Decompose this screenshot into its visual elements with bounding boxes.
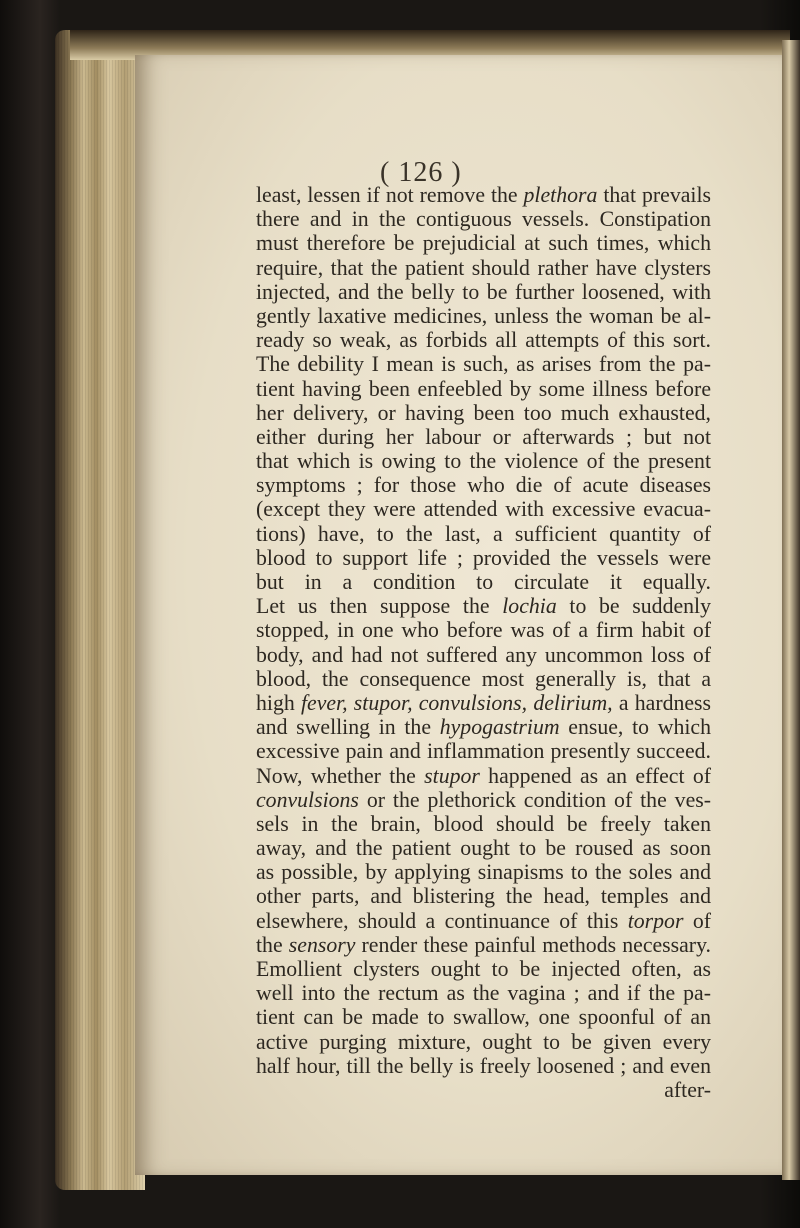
text-run: a hardness bbox=[612, 690, 712, 715]
text-line bbox=[256, 1005, 711, 1029]
text-line bbox=[256, 788, 711, 812]
text-line bbox=[256, 497, 711, 521]
text-run: after- bbox=[664, 1077, 711, 1102]
text-run: The debility I mean is such, as arises from the pa- bbox=[256, 352, 711, 377]
text-run: Emollient clysters ought to be injected often, as bbox=[256, 957, 711, 981]
text-run: that which is owing to the violence of the present bbox=[256, 449, 711, 474]
text-line bbox=[256, 812, 711, 836]
italic-text: torpor bbox=[627, 908, 684, 933]
text-line bbox=[256, 691, 711, 715]
text-line bbox=[256, 981, 711, 1005]
text-line bbox=[256, 933, 711, 957]
text-line bbox=[256, 764, 711, 788]
text-run: excessive pain and inflammation presently succeed. bbox=[256, 739, 711, 764]
text-run: tient having been enfeebled by some illness before bbox=[256, 376, 711, 401]
text-run: well into the rectum as the vagina ; and if the pa- bbox=[256, 981, 711, 1006]
text-line bbox=[256, 836, 711, 860]
text-run: ensue, to which bbox=[559, 715, 712, 740]
page-number: ( 126 ) bbox=[380, 157, 462, 188]
text-run: other parts, and blistering the head, temples and bbox=[256, 884, 711, 909]
text-run: active purging mixture, ought to be given every bbox=[256, 1029, 711, 1054]
text-run: or the plethorick condition of the ves- bbox=[358, 787, 711, 812]
text-line bbox=[256, 352, 711, 376]
text-run: either during her labour or afterwards ; but not bbox=[256, 424, 711, 449]
text-run: ready so weak, as forbids all attempts of this sort. bbox=[256, 328, 711, 353]
body-text bbox=[256, 183, 711, 1102]
text-run: must therefore be prejudicial at such times, which bbox=[256, 231, 711, 256]
text-line bbox=[256, 860, 711, 884]
text-run: stopped, in one who before was of a firm habit of bbox=[256, 618, 711, 643]
text-run: gently laxative medicines, unless the woman be al- bbox=[256, 303, 711, 328]
text-line bbox=[256, 377, 711, 401]
text-run: half hour, till the belly is freely loosened ; and even bbox=[256, 1053, 711, 1078]
text-run: to be suddenly bbox=[556, 594, 711, 619]
text-line bbox=[256, 739, 711, 763]
text-line bbox=[256, 570, 711, 594]
text-run: and swelling in the bbox=[256, 715, 440, 740]
text-run: tient can be made to swallow, one spoonful of an bbox=[256, 1005, 711, 1030]
text-line bbox=[256, 304, 711, 328]
text-line bbox=[256, 909, 711, 933]
text-run: that prevails bbox=[597, 183, 711, 207]
text-run: Let us then suppose the bbox=[256, 594, 503, 619]
text-line bbox=[256, 643, 711, 667]
text-line bbox=[256, 256, 711, 280]
text-run: body, and had not suffered any uncommon loss of bbox=[256, 642, 711, 667]
text-run: (except they were attended with excessive evacua- bbox=[256, 497, 711, 522]
text-line bbox=[256, 183, 711, 207]
text-line bbox=[256, 522, 711, 546]
text-run: away, and the patient ought to be roused as soon bbox=[256, 836, 711, 861]
text-line bbox=[256, 594, 711, 618]
book-right-edge bbox=[782, 40, 800, 1180]
text-run: require, that the patient should rather have clysters bbox=[256, 255, 711, 280]
text-line bbox=[256, 1030, 711, 1054]
book-page-edges bbox=[55, 30, 145, 1190]
italic-text: convulsions bbox=[256, 787, 359, 812]
text-line bbox=[256, 1054, 711, 1078]
text-line bbox=[256, 449, 711, 473]
italic-text: plethora bbox=[523, 183, 598, 207]
text-run: the bbox=[256, 932, 289, 957]
text-run: least, lessen if not remove the bbox=[256, 183, 524, 207]
text-line bbox=[256, 401, 711, 425]
text-run: render these painful methods necessary. bbox=[355, 932, 711, 957]
italic-text: lochia bbox=[502, 594, 557, 619]
text-line bbox=[256, 473, 711, 497]
text-line bbox=[256, 957, 711, 981]
text-run: injected, and the belly to be further loosened, with bbox=[256, 279, 711, 304]
text-line bbox=[256, 1078, 711, 1102]
text-line bbox=[256, 667, 711, 691]
text-run: blood to support life ; provided the vessels were bbox=[256, 545, 711, 570]
text-run: of bbox=[683, 908, 711, 933]
text-line bbox=[256, 715, 711, 739]
text-line bbox=[256, 425, 711, 449]
italic-text: sensory bbox=[288, 932, 356, 957]
text-run: but in a condition to circulate it equally. bbox=[256, 570, 711, 594]
text-line bbox=[256, 280, 711, 304]
text-run: high bbox=[256, 690, 301, 715]
text-run: tions) have, to the last, a sufficient quantity of bbox=[256, 521, 711, 546]
italic-text: stupor bbox=[424, 763, 480, 788]
text-run: happened as an effect of bbox=[479, 763, 711, 788]
text-run: elsewhere, should a continuance of this bbox=[256, 908, 628, 933]
text-line bbox=[256, 231, 711, 255]
italic-text: fever, stupor, convulsions, delirium, bbox=[300, 690, 613, 715]
text-run: symptoms ; for those who die of acute diseases bbox=[256, 473, 711, 498]
text-line bbox=[256, 328, 711, 352]
text-run: Now, whether the bbox=[256, 763, 425, 788]
text-line bbox=[256, 207, 711, 231]
text-line bbox=[256, 884, 711, 908]
text-run: her delivery, or having been too much exhausted, bbox=[256, 400, 711, 425]
text-run: as possible, by applying sinapisms to the soles and bbox=[256, 860, 711, 885]
italic-text: hypogastrium bbox=[439, 715, 560, 740]
text-run: sels in the brain, blood should be freely taken bbox=[256, 811, 711, 836]
text-line bbox=[256, 618, 711, 642]
text-run: blood, the consequence most generally is, that a bbox=[256, 666, 711, 691]
text-line bbox=[256, 546, 711, 570]
text-run: there and in the contiguous vessels. Constipation bbox=[256, 207, 711, 232]
